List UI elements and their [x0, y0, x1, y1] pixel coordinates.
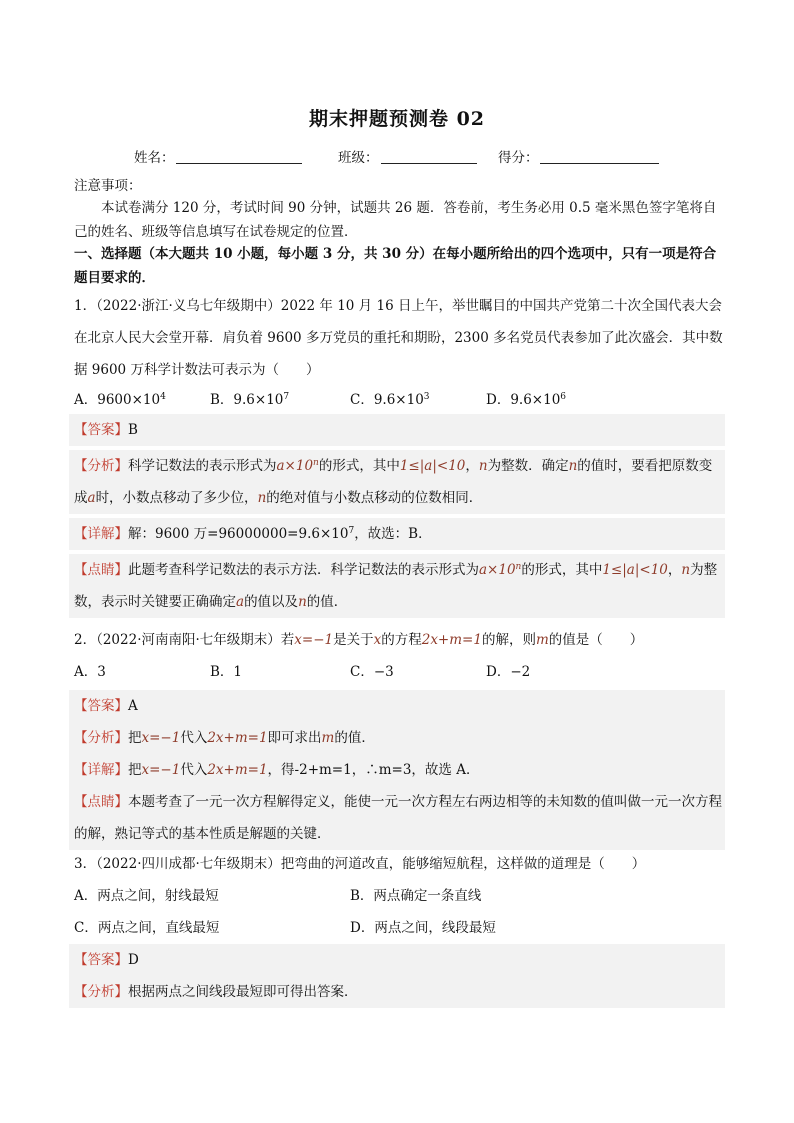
name-blank[interactable] — [176, 163, 302, 164]
option-c[interactable]: C．两点之间，直线最短 — [74, 920, 220, 936]
q2-detail: 【详解】把x=−1代入2x+m=1，得-2+m=1，∴m=3，故选 A． — [69, 754, 725, 786]
option-a[interactable]: A．两点之间，射线最短 — [74, 888, 219, 904]
question-2-options — [74, 656, 724, 688]
q1-analysis: 【分析】科学记数法的表示形式为$a\times 10^n$的形式，其中1≤|a|<10，n为整数．确定n的值时，要看把原数变成a时，小数点移动了多少位，n的绝对值与小数点移动的位数相同． — [69, 450, 725, 514]
q3-analysis: 【分析】根据两点之间线段最短即可得出答案． — [69, 976, 725, 1008]
option-b[interactable]: B．两点确定一条直线 — [350, 888, 482, 904]
answer-value: A — [128, 698, 138, 714]
class-blank[interactable] — [381, 163, 477, 164]
notes-body: 本试卷满分 120 分，考试时间 90 分钟，试题共 26 题．答卷前，考生务必用 0.5 毫米黑色签字笔将自己的姓名、班级等信息填写在试卷规定的位置． — [74, 200, 717, 240]
answer-value: D — [128, 952, 139, 968]
name-label: 姓名： — [134, 150, 175, 166]
answer-tag: 【答案】 — [74, 952, 128, 968]
answer-tag: 【答案】 — [74, 422, 128, 438]
option-d[interactable]: D．−2 — [486, 664, 531, 680]
detail-tag: 【详解】 — [74, 526, 128, 542]
q2-comment: 【点睛】本题考查了一元一次方程解得定义，能使一元一次方程左右两边相等的未知数的值叫做一元一次方程的解，熟记等式的基本性质是解题的关键． — [69, 786, 725, 850]
option-a[interactable]: A．$9600\times 10^4$ — [74, 392, 166, 408]
detail-tag: 【详解】 — [74, 762, 128, 778]
option-b[interactable]: B．1 — [210, 664, 243, 680]
comment-tag: 【点睛】 — [74, 562, 128, 578]
notes-heading: 注意事项： — [74, 178, 142, 194]
question-3-options-row1 — [74, 880, 724, 912]
option-c[interactable]: C．$9.6\times 10^3$ — [350, 392, 430, 408]
question-3-stem: 3．（2022·四川成都·七年级期末）把弯曲的河道改直，能够缩短航程，这样做的道理是（ ） — [74, 856, 646, 872]
q1-comment: 【点睛】此题考查科学记数法的表示方法．科学记数法的表示形式为$a\times 10^n$的形式，其中1≤|a|<10，n为整数，表示时关键要正确确定a的值以及n的值． — [69, 554, 725, 618]
option-d[interactable]: D．$9.6\times 10^6$ — [486, 392, 567, 408]
option-a[interactable]: A．3 — [74, 664, 106, 680]
section-heading: 一、选择题（本大题共 10 小题，每小题 3 分，共 30 分）在每小题所给出的四个选项中，只有一项是符合题目要求的． — [74, 246, 717, 286]
q1-detail: 【详解】解：9600 万$=96000000=9.6\times 10^7$，故选：B． — [69, 518, 725, 550]
q3-answer — [69, 944, 725, 976]
answer-tag: 【答案】 — [74, 698, 128, 714]
q2-analysis: 【分析】把x=−1代入2x+m=1即可求出m的值． — [69, 722, 725, 754]
q2-answer — [69, 690, 725, 722]
score-blank[interactable] — [540, 163, 659, 164]
analysis-tag: 【分析】 — [74, 458, 128, 474]
analysis-tag: 【分析】 — [74, 730, 128, 746]
option-d[interactable]: D．两点之间，线段最短 — [350, 920, 496, 936]
question-1-stem: 1．（2022·浙江·义乌七年级期中）2022 年 10 月 16 日上午，举世瞩目的中国共产党第二十次全国代表大会在北京人民大会堂开幕．肩负着 9600 多万党员的重托和期盼，2300 多名党员代表参加了此次盛会．其中数据 9600 万科学计数法可表示为（ ） — [74, 298, 723, 378]
class-label: 班级： — [338, 150, 379, 166]
option-c[interactable]: C．−3 — [350, 664, 394, 680]
question-2-stem: 2．（2022·河南南阳·七年级期末）若x=−1是关于x的方程2x+m=1的解，则m的值是（ ） — [74, 632, 644, 648]
question-1-options — [74, 384, 724, 416]
answer-value: B — [128, 422, 138, 438]
question-3-options-row2 — [74, 912, 724, 944]
analysis-tag: 【分析】 — [74, 984, 128, 1000]
option-b[interactable]: B．$9.6\times 10^7$ — [210, 392, 290, 408]
page-title: 期末押题预测卷 02 — [308, 108, 486, 130]
comment-tag: 【点睛】 — [74, 794, 128, 810]
score-label: 得分： — [498, 150, 539, 166]
q1-answer — [69, 414, 725, 446]
